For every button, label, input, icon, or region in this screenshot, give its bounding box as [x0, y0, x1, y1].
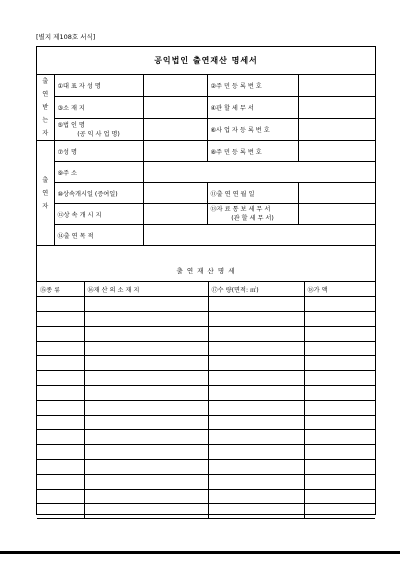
property-cell[interactable]: [304, 504, 375, 519]
field-label-line: ⑤법 인 명: [57, 121, 85, 129]
info-row: [37, 162, 375, 183]
property-cell[interactable]: [84, 400, 208, 415]
property-cell[interactable]: [208, 297, 304, 312]
field-value[interactable]: [298, 97, 375, 119]
property-row: [37, 430, 375, 445]
property-cell[interactable]: [84, 489, 208, 504]
property-cell[interactable]: [304, 312, 375, 327]
property-row: [37, 371, 375, 386]
property-cell[interactable]: [304, 371, 375, 386]
property-cell[interactable]: [208, 371, 304, 386]
field-label-line: (관 할 세 무 서): [231, 215, 274, 222]
property-row: [37, 460, 375, 475]
property-row: [37, 386, 375, 401]
field-value[interactable]: [298, 204, 375, 225]
field-label: ⑦성 명: [54, 141, 143, 162]
property-cell[interactable]: [37, 386, 84, 401]
bottom-rule: [0, 551, 400, 554]
property-cell[interactable]: [208, 430, 304, 445]
field-value[interactable]: [298, 119, 375, 141]
property-cell[interactable]: [84, 415, 208, 430]
property-cell[interactable]: [84, 460, 208, 475]
form-title: 공익법인 출연재산 명세서: [37, 47, 375, 75]
info-row: [37, 183, 375, 204]
form-frame: [36, 46, 376, 515]
property-cell[interactable]: [37, 415, 84, 430]
field-label: ①대 표 자 성 명: [54, 75, 143, 97]
field-label: ③소 재 지: [54, 97, 143, 119]
property-cell[interactable]: [37, 297, 84, 312]
property-cell[interactable]: [304, 460, 375, 475]
property-row: [37, 474, 375, 489]
field-value[interactable]: [143, 119, 207, 141]
property-cell[interactable]: [37, 504, 84, 519]
field-value[interactable]: [143, 75, 207, 97]
field-label: ⑪출 연 연 월 일: [207, 183, 298, 204]
property-cell[interactable]: [208, 460, 304, 475]
property-cell[interactable]: [208, 415, 304, 430]
field-value[interactable]: [143, 141, 207, 162]
property-cell[interactable]: [304, 356, 375, 371]
property-cell[interactable]: [37, 430, 84, 445]
field-value[interactable]: [143, 204, 207, 225]
property-row: [37, 445, 375, 460]
property-cell[interactable]: [208, 312, 304, 327]
column-header: ⑰수 량(면적: ㎡): [208, 282, 304, 297]
field-label: ⑫상 속 개 시 지: [54, 204, 143, 225]
property-cell[interactable]: [84, 326, 208, 341]
property-row: [37, 489, 375, 504]
property-cell[interactable]: [208, 400, 304, 415]
property-cell[interactable]: [84, 297, 208, 312]
property-cell[interactable]: [84, 356, 208, 371]
property-cell[interactable]: [208, 341, 304, 356]
field-label: [207, 204, 298, 225]
field-value[interactable]: [298, 183, 375, 204]
property-cell[interactable]: [304, 415, 375, 430]
field-value[interactable]: [298, 141, 375, 162]
info-row: [37, 141, 375, 162]
property-cell[interactable]: [37, 356, 84, 371]
property-cell[interactable]: [84, 445, 208, 460]
field-label: ⑨주 소: [54, 162, 143, 183]
property-cell[interactable]: [304, 474, 375, 489]
property-cell[interactable]: [84, 504, 208, 519]
field-label-line: ⑬자 료 통 보 세 무 서: [210, 206, 271, 213]
field-value[interactable]: [143, 225, 375, 246]
property-table: [37, 282, 375, 519]
property-cell[interactable]: [304, 400, 375, 415]
field-value[interactable]: [143, 183, 207, 204]
property-cell[interactable]: [304, 489, 375, 504]
property-cell[interactable]: [37, 489, 84, 504]
property-row: [37, 415, 375, 430]
property-row: [37, 312, 375, 327]
property-row: [37, 400, 375, 415]
property-section-title: 출 연 재 산 명 세: [37, 260, 375, 282]
property-cell[interactable]: [37, 400, 84, 415]
property-cell[interactable]: [37, 341, 84, 356]
property-cell[interactable]: [37, 474, 84, 489]
field-label: ⑥사 업 자 등 록 번 호: [207, 119, 298, 141]
field-label: ②주 민 등 록 번 호: [207, 75, 298, 97]
property-row: [37, 297, 375, 312]
info-row: [37, 97, 375, 119]
info-row: [37, 204, 375, 225]
property-row: [37, 504, 375, 519]
info-row: [37, 119, 375, 141]
column-header: ⑯재 산 의 소 재 지: [84, 282, 208, 297]
info-table: [37, 75, 375, 246]
property-header-row: [37, 282, 375, 297]
property-cell[interactable]: [208, 445, 304, 460]
property-cell[interactable]: [37, 460, 84, 475]
property-row: [37, 326, 375, 341]
recipient-group-label: 출 연 받 는 자: [37, 75, 54, 141]
property-cell[interactable]: [304, 445, 375, 460]
property-cell[interactable]: [37, 445, 84, 460]
property-cell[interactable]: [304, 326, 375, 341]
property-row: [37, 341, 375, 356]
field-label-line: (공 익 사 업 명): [77, 130, 120, 138]
field-value[interactable]: [143, 162, 375, 183]
field-label: ⑩상속개시일 (증여일): [54, 183, 143, 204]
field-label: ⑧주 민 등 록 번 호: [207, 141, 298, 162]
column-header: ⑮종 류: [37, 282, 84, 297]
field-label: ④관 할 세 무 서: [207, 97, 298, 119]
property-cell[interactable]: [208, 504, 304, 519]
property-cell[interactable]: [304, 341, 375, 356]
property-row: [37, 356, 375, 371]
property-cell[interactable]: [208, 386, 304, 401]
property-cell[interactable]: [37, 326, 84, 341]
field-value[interactable]: [298, 75, 375, 97]
property-cell[interactable]: [208, 326, 304, 341]
property-cell[interactable]: [84, 430, 208, 445]
property-cell[interactable]: [84, 474, 208, 489]
property-cell[interactable]: [84, 371, 208, 386]
property-cell[interactable]: [84, 341, 208, 356]
donor-group-label: 출 연 자: [37, 141, 54, 246]
property-cell[interactable]: [208, 356, 304, 371]
property-cell[interactable]: [208, 474, 304, 489]
property-cell[interactable]: [208, 489, 304, 504]
field-label: ⑭출 연 목 적: [54, 225, 143, 246]
info-row: [37, 225, 375, 246]
column-header: ⑱가 액: [304, 282, 375, 297]
property-cell[interactable]: [84, 312, 208, 327]
property-cell[interactable]: [304, 297, 375, 312]
property-cell[interactable]: [37, 312, 84, 327]
property-cell[interactable]: [304, 386, 375, 401]
form-number: [별지 제108호 서식]: [36, 33, 96, 41]
field-value[interactable]: [143, 97, 207, 119]
property-cell[interactable]: [37, 371, 84, 386]
field-label: [54, 119, 143, 141]
info-row: [37, 75, 375, 97]
property-cell[interactable]: [84, 386, 208, 401]
property-cell[interactable]: [304, 430, 375, 445]
